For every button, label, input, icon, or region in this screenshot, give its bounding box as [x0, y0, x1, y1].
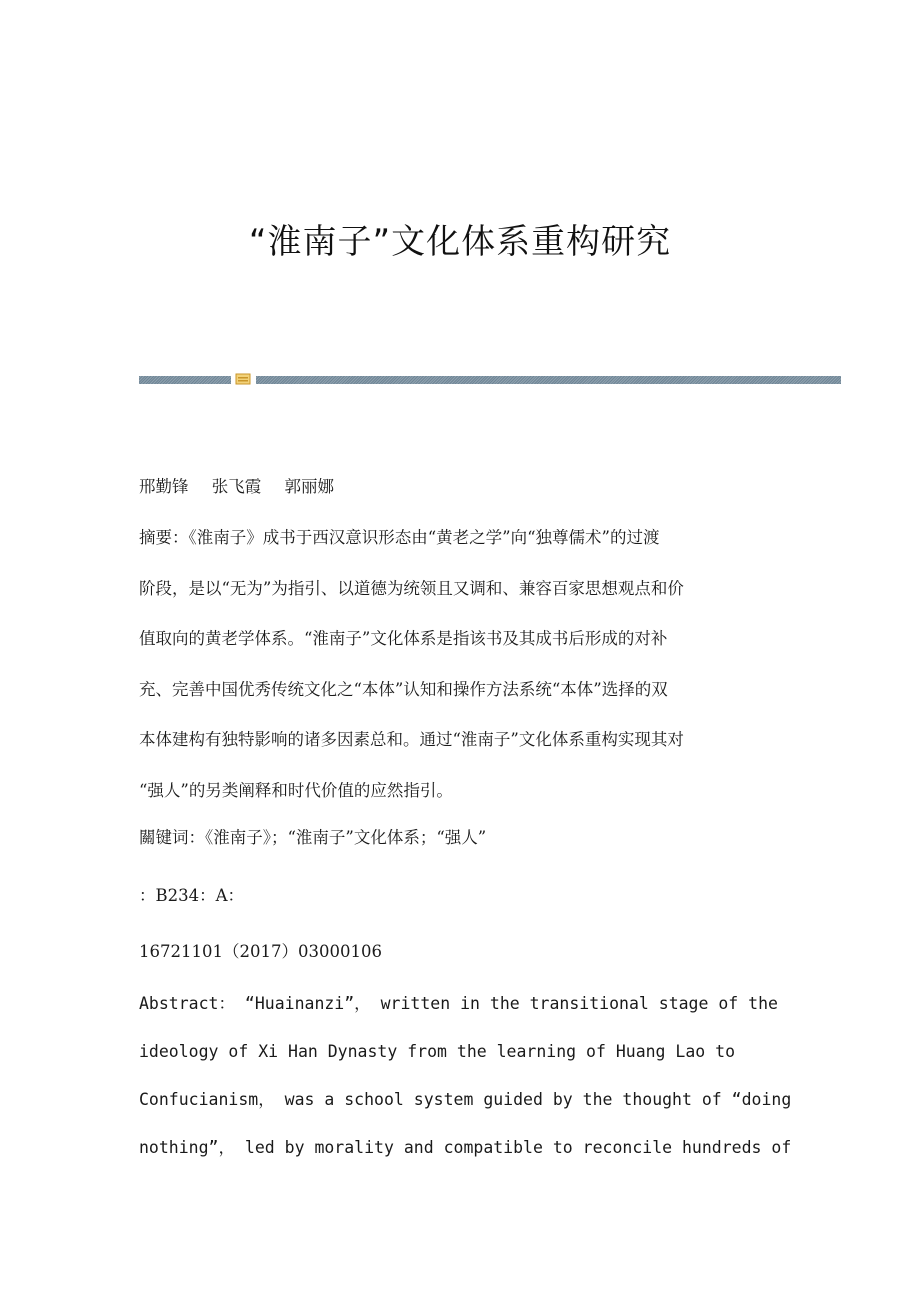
author-name: 郭丽娜: [284, 477, 334, 496]
author-name: 邢勤锋: [139, 477, 189, 496]
divider-ornament-icon: [235, 372, 251, 386]
abstract-line: 值取向的黄老学体系。“淮南子”文化体系是指该书及其成书后形成的对补: [139, 629, 668, 648]
abstract-en-line: Abstract： “Huainanzi”， written in the transitional stage of the: [139, 994, 778, 1013]
abstract-en-line: Confucianism， was a school system guided by the thought of “doing: [139, 1090, 792, 1109]
article-number: 16721101（2017）03000106: [139, 942, 382, 961]
abstract-line: “强人”的另类阐释和时代价值的应然指引。: [139, 780, 453, 800]
author-list: [139, 473, 779, 497]
abstract-line: 摘要：《淮南子》成书于西汉意识形态由“黄老之学”向“独尊儒术”的过渡: [139, 528, 660, 547]
abstract-line: 阶段，是以“无为”为指引、以道德为统领且又调和、兼容百家思想观点和价: [139, 578, 684, 598]
abstract-en-line: ideology of Xi Han Dynasty from the learning of Huang Lao to: [139, 1042, 736, 1061]
divider-bar-right: [256, 376, 841, 384]
abstract-en-line: nothing”， led by morality and compatible to reconcile hundreds of: [139, 1138, 792, 1157]
english-abstract: [139, 980, 792, 1172]
keywords-line: 關键词：《淮南子》；“淮南子”文化体系；“强人”: [139, 828, 487, 847]
author-name: 张飞霞: [211, 477, 262, 496]
abstract-line: 充、完善中国优秀传统文化之“本体”认知和操作方法系统“本体”选择的双: [139, 679, 668, 699]
divider-bar-left: [139, 376, 231, 384]
page-title: “淮南子”文化体系重构研究: [248, 222, 672, 262]
classification-code: ：B234：A：: [139, 886, 245, 905]
chinese-abstract: [139, 513, 779, 816]
abstract-line: 本体建构有独特影响的诸多因素总和。通过“淮南子”文化体系重构实现其对: [139, 730, 684, 749]
title-divider: [139, 372, 841, 386]
